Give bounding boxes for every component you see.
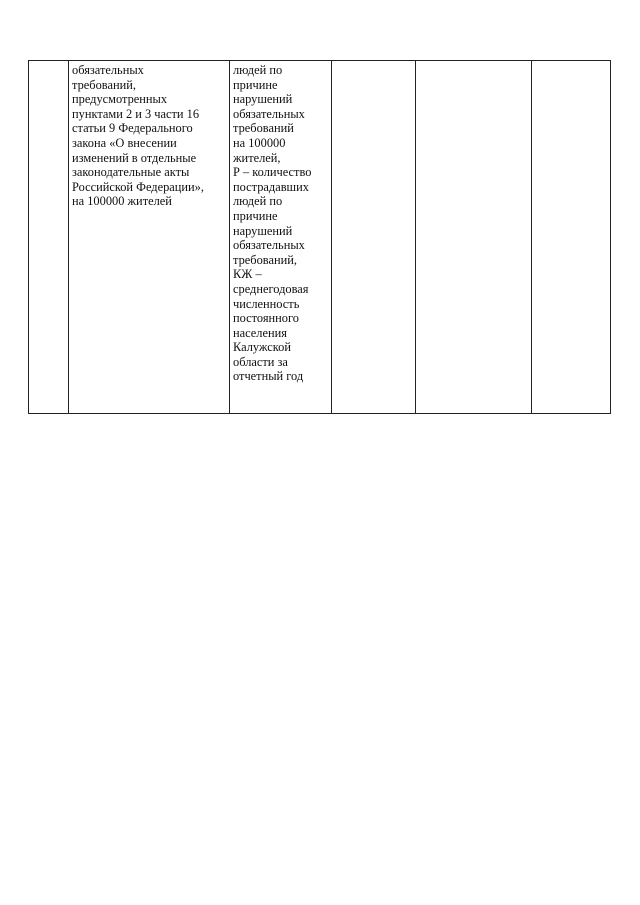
empty-cell-4 (332, 61, 416, 414)
indicator-table (28, 60, 611, 414)
formula-cell (230, 61, 332, 414)
formula-text: людей по причине нарушений обязательных требований на 100000 жителей, Р – количество пострадавших людей по причине нарушений обязательных требований, КЖ – среднегодовая численность постоянного населения Калужской области за отчетный год (233, 63, 312, 384)
empty-cell-5 (416, 61, 532, 414)
indicator-name-cell (69, 61, 230, 414)
indicator-name-text: обязательных требований, предусмотренных пунктами 2 и 3 части 16 статьи 9 Федерального закона «О внесении изменений в отдельные законодательные акты Российской Федерации», на 100000 жителей (72, 63, 204, 209)
table-row (29, 61, 611, 414)
empty-cell-6 (532, 61, 611, 414)
number-cell (29, 61, 69, 414)
